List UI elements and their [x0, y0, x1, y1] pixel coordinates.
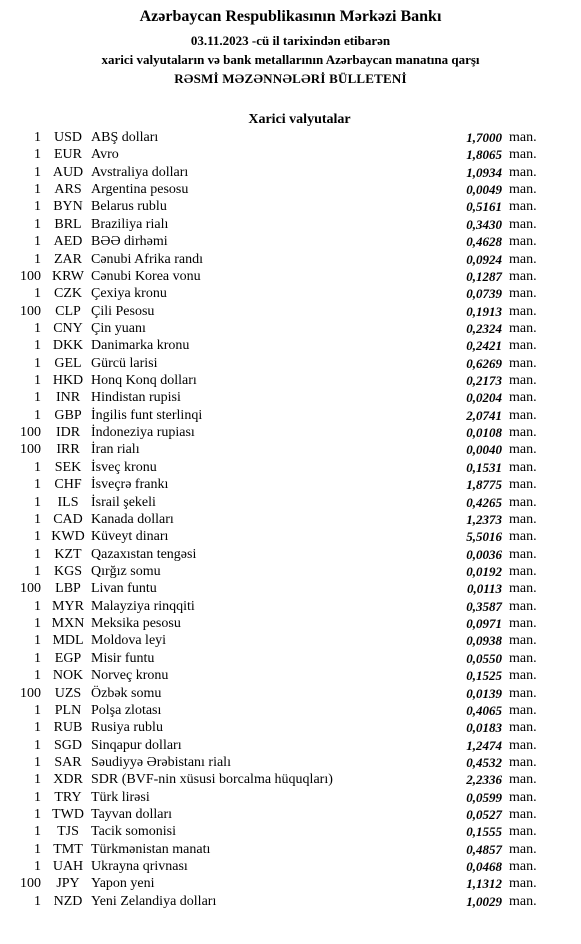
currency-code: GBP: [54, 407, 82, 423]
currency-quantity: 1: [34, 407, 41, 423]
effective-date: 03.11.2023 -cü il tarixindən etibarən: [190, 33, 391, 48]
table-row: [0, 268, 581, 285]
table-row: [0, 667, 581, 684]
table-row: [0, 251, 581, 268]
unit-label: man.: [509, 407, 537, 423]
currency-quantity: 1: [34, 199, 41, 215]
unit-label: man.: [509, 477, 537, 493]
currency-code: IRR: [56, 442, 80, 458]
unit-label: man.: [509, 789, 537, 805]
exchange-rate: 0,4065: [466, 702, 502, 718]
exchange-rate: 0,0139: [466, 685, 502, 701]
unit-label: man.: [509, 685, 537, 701]
currency-name: SDR (BVF-nin xüsusi borcalma hüquqları): [91, 772, 333, 788]
currency-quantity: 1: [34, 737, 41, 753]
currency-code: MYR: [52, 598, 84, 614]
table-row: [0, 476, 581, 493]
currency-quantity: 100: [20, 876, 41, 892]
unit-label: man.: [509, 320, 537, 336]
exchange-rate: 0,0938: [466, 633, 502, 649]
table-row: [0, 737, 581, 754]
currency-quantity: 1: [34, 338, 41, 354]
currency-code: TRY: [54, 789, 82, 805]
currency-code: TMT: [53, 841, 83, 857]
currency-quantity: 1: [34, 529, 41, 545]
exchange-rate: 1,8065: [466, 147, 502, 163]
exchange-rate: 0,4265: [466, 494, 502, 510]
currency-quantity: 100: [20, 442, 41, 458]
exchange-rate: 1,0029: [466, 893, 502, 909]
currency-quantity: 1: [34, 477, 41, 493]
currency-code: SEK: [54, 459, 82, 475]
unit-label: man.: [509, 459, 537, 475]
currency-code: TJS: [57, 824, 79, 840]
currency-code: MXN: [51, 616, 85, 632]
unit-label: man.: [509, 598, 537, 614]
currency-name: Hindistan rupisi: [91, 390, 181, 406]
currency-quantity: 1: [34, 147, 41, 163]
unit-label: man.: [509, 893, 537, 909]
table-row: [0, 424, 581, 441]
currency-name: Norveç kronu: [91, 668, 169, 684]
currency-name: Malayziya rinqqiti: [91, 598, 195, 614]
unit-label: man.: [509, 355, 537, 371]
currency-quantity: 1: [34, 772, 41, 788]
table-row: [0, 615, 581, 632]
unit-label: man.: [509, 390, 537, 406]
exchange-rate: 0,0924: [466, 251, 502, 267]
currency-code: XDR: [53, 772, 83, 788]
currency-code: LBP: [55, 581, 81, 597]
currency-code: KZT: [54, 546, 82, 562]
currency-quantity: 1: [34, 563, 41, 579]
currency-code: CHF: [54, 477, 82, 493]
exchange-rate: 0,0971: [466, 616, 502, 632]
currency-code: CLP: [55, 303, 81, 319]
exchange-rate: 0,1287: [466, 268, 502, 284]
currency-name: Çexiya kronu: [91, 286, 167, 302]
currency-quantity: 1: [34, 390, 41, 406]
exchange-rate: 0,0113: [466, 581, 502, 597]
currency-quantity: 1: [34, 841, 41, 857]
table-row: [0, 893, 581, 910]
exchange-rate: 1,2373: [466, 511, 502, 527]
currency-name: Belarus rublu: [91, 199, 167, 215]
unit-label: man.: [509, 529, 537, 545]
exchange-rate: 0,4532: [466, 754, 502, 770]
table-row: [0, 337, 581, 354]
currency-name: Livan funtu: [91, 581, 157, 597]
table-row: [0, 164, 581, 181]
currency-quantity: 1: [34, 216, 41, 232]
currency-code: KWD: [51, 529, 85, 545]
currency-name: Cənubi Afrika randı: [91, 251, 203, 267]
currency-quantity: 1: [34, 859, 41, 875]
currency-code: KRW: [52, 268, 84, 284]
unit-label: man.: [509, 338, 537, 354]
currency-quantity: 1: [34, 824, 41, 840]
currency-name: Danimarka kronu: [91, 338, 190, 354]
currency-quantity: 1: [34, 286, 41, 302]
exchange-rate: 0,0049: [466, 182, 502, 198]
currency-name: Qazaxıstan tengəsi: [91, 546, 197, 562]
currency-name: Səudiyyə Ərəbistanı rialı: [91, 754, 231, 770]
exchange-rate: 0,0204: [466, 390, 502, 406]
unit-label: man.: [509, 234, 537, 250]
table-row: [0, 285, 581, 302]
currency-quantity: 1: [34, 355, 41, 371]
currency-code: SAR: [54, 754, 82, 770]
currency-quantity: 1: [34, 789, 41, 805]
currency-quantity: 100: [20, 425, 41, 441]
currency-name: Meksika pesosu: [91, 616, 181, 632]
table-row: [0, 823, 581, 840]
currency-name: Yapon yeni: [91, 876, 155, 892]
currency-code: HKD: [52, 373, 84, 389]
unit-label: man.: [509, 494, 537, 510]
currency-code: KGS: [53, 563, 82, 579]
unit-label: man.: [509, 164, 537, 180]
rates-table: [0, 129, 581, 910]
currency-name: İsveçrə frankı: [91, 477, 169, 493]
currency-code: BYN: [53, 199, 83, 215]
currency-quantity: 1: [34, 598, 41, 614]
unit-label: man.: [509, 720, 537, 736]
unit-label: man.: [509, 702, 537, 718]
currency-name: Qırğız somu: [91, 563, 161, 579]
currency-quantity: 100: [20, 685, 41, 701]
table-row: [0, 685, 581, 702]
unit-label: man.: [509, 303, 537, 319]
currency-name: İngilis funt sterlinqi: [91, 407, 203, 423]
unit-label: man.: [509, 511, 537, 527]
exchange-rate: 0,0192: [466, 563, 502, 579]
exchange-rate: 0,4857: [466, 841, 502, 857]
exchange-rate: 0,1531: [466, 459, 502, 475]
exchange-rate: 0,6269: [466, 355, 502, 371]
currency-code: CZK: [54, 286, 82, 302]
currency-quantity: 1: [34, 494, 41, 510]
exchange-rate: 1,0934: [466, 164, 502, 180]
currency-name: Türk lirəsi: [91, 789, 150, 805]
exchange-rate: 0,0108: [466, 425, 502, 441]
exchange-rate: 0,0527: [466, 807, 502, 823]
exchange-rate: 1,8775: [466, 477, 502, 493]
currency-name: Argentina pesosu: [91, 182, 189, 198]
currency-name: Cənubi Korea vonu: [91, 268, 201, 284]
table-row: [0, 129, 581, 146]
currency-quantity: 100: [20, 303, 41, 319]
bulletin-subtitle: xarici valyutaların və bank metallarının Azərbaycan manatına qarşı: [101, 52, 480, 67]
unit-label: man.: [509, 373, 537, 389]
table-row: [0, 146, 581, 163]
exchange-rate: 0,4628: [466, 234, 502, 250]
exchange-rate: 1,1312: [466, 876, 502, 892]
exchange-rate: 0,0599: [466, 789, 502, 805]
currency-name: Küveyt dinarı: [91, 529, 169, 545]
unit-label: man.: [509, 633, 537, 649]
unit-label: man.: [509, 147, 537, 163]
currency-code: TWD: [52, 807, 84, 823]
exchange-rate: 0,2421: [466, 338, 502, 354]
currency-code: CNY: [53, 320, 83, 336]
unit-label: man.: [509, 824, 537, 840]
table-row: [0, 303, 581, 320]
exchange-rate: 0,0739: [466, 286, 502, 302]
unit-label: man.: [509, 754, 537, 770]
currency-code: PLN: [54, 702, 82, 718]
currency-code: AUD: [52, 164, 84, 180]
currency-name: Honq Konq dolları: [91, 373, 197, 389]
table-row: [0, 372, 581, 389]
unit-label: man.: [509, 668, 537, 684]
table-row: [0, 216, 581, 233]
currency-name: İsrail şekeli: [91, 494, 156, 510]
exchange-rate: 0,0183: [466, 720, 502, 736]
table-row: [0, 320, 581, 337]
unit-label: man.: [509, 546, 537, 562]
currency-name: İran rialı: [91, 442, 140, 458]
unit-label: man.: [509, 616, 537, 632]
table-row: [0, 702, 581, 719]
currency-quantity: 1: [34, 373, 41, 389]
unit-label: man.: [509, 772, 537, 788]
currency-quantity: 1: [34, 720, 41, 736]
currency-name: ABŞ dolları: [91, 130, 159, 145]
exchange-rate: 0,0036: [466, 546, 502, 562]
table-row: [0, 528, 581, 545]
table-row: [0, 459, 581, 476]
bank-title: Azərbaycan Respublikasının Mərkəzi Bankı: [139, 8, 442, 25]
currency-name: Tayvan dolları: [91, 807, 173, 823]
currency-code: DKK: [52, 338, 84, 354]
currency-name: Braziliya rialı: [91, 216, 169, 232]
exchange-rate: 5,5016: [466, 529, 502, 545]
currency-code: ZAR: [54, 251, 82, 267]
exchange-rate: 0,3587: [466, 598, 502, 614]
currency-name: Tacik somonisi: [91, 824, 176, 840]
table-row: [0, 598, 581, 615]
currency-code: UZS: [54, 685, 82, 701]
table-row: [0, 858, 581, 875]
exchange-rate: 2,2336: [466, 772, 502, 788]
currency-quantity: 1: [34, 702, 41, 718]
currency-code: ILS: [57, 494, 79, 510]
table-row: [0, 389, 581, 406]
unit-label: man.: [509, 442, 537, 458]
currency-name: Kanada dolları: [91, 511, 174, 527]
unit-label: man.: [509, 251, 537, 267]
table-row: [0, 563, 581, 580]
currency-name: İsveç kronu: [91, 459, 157, 475]
exchange-rate: 0,0550: [466, 650, 502, 666]
currency-code: UAH: [52, 859, 84, 875]
currency-name: Sinqapur dolları: [91, 737, 182, 753]
unit-label: man.: [509, 650, 537, 666]
currency-name: Avstraliya dolları: [91, 164, 189, 180]
unit-label: man.: [509, 581, 537, 597]
unit-label: man.: [509, 130, 537, 145]
table-row: [0, 355, 581, 372]
currency-quantity: 1: [34, 182, 41, 198]
currency-quantity: 1: [34, 251, 41, 267]
currency-code: SGD: [53, 737, 82, 753]
currency-code: ARS: [54, 182, 82, 198]
currency-quantity: 1: [34, 164, 41, 180]
table-row: [0, 650, 581, 667]
exchange-rate: 0,1555: [466, 824, 502, 840]
table-row: [0, 546, 581, 563]
currency-code: USD: [53, 130, 82, 145]
exchange-rate: 1,2474: [466, 737, 502, 753]
unit-label: man.: [509, 841, 537, 857]
unit-label: man.: [509, 216, 537, 232]
unit-label: man.: [509, 182, 537, 198]
table-row: [0, 754, 581, 771]
unit-label: man.: [509, 268, 537, 284]
currency-code: MDL: [52, 633, 84, 649]
table-row: [0, 771, 581, 788]
currency-quantity: 1: [34, 130, 41, 145]
unit-label: man.: [509, 563, 537, 579]
currency-name: BƏƏ dirhəmi: [91, 234, 168, 250]
currency-quantity: 1: [34, 807, 41, 823]
section-title: Xarici valyutalar: [248, 112, 351, 127]
exchange-rate: 0,3430: [466, 216, 502, 232]
unit-label: man.: [509, 199, 537, 215]
currency-name: Yeni Zelandiya dolları: [91, 893, 217, 909]
table-row: [0, 511, 581, 528]
currency-name: Türkmənistan manatı: [91, 841, 211, 857]
exchange-rate: 0,1525: [466, 668, 502, 684]
currency-quantity: 1: [34, 616, 41, 632]
unit-label: man.: [509, 425, 537, 441]
currency-quantity: 1: [34, 234, 41, 250]
currency-code: JPY: [56, 876, 80, 892]
table-row: [0, 233, 581, 250]
currency-quantity: 1: [34, 546, 41, 562]
currency-code: EGP: [54, 650, 82, 666]
currency-quantity: 1: [34, 893, 41, 909]
bulletin-title: RƏSMİ MƏZƏNNƏLƏRİ BÜLLETENİ: [174, 71, 407, 86]
table-row: [0, 719, 581, 736]
table-row: [0, 441, 581, 458]
currency-quantity: 1: [34, 511, 41, 527]
table-row: [0, 806, 581, 823]
exchange-rate: 0,5161: [466, 199, 502, 215]
table-row: [0, 198, 581, 215]
currency-quantity: 100: [20, 268, 41, 284]
currency-name: Çili Pesosu: [91, 303, 155, 319]
table-row: [0, 789, 581, 806]
currency-code: CAD: [53, 511, 83, 527]
currency-name: Polşa zlotası: [91, 702, 162, 718]
table-row: [0, 494, 581, 511]
currency-name: Moldova leyi: [91, 633, 167, 649]
exchange-rate: 0,0040: [466, 442, 502, 458]
exchange-rate: 0,2324: [466, 320, 502, 336]
currency-quantity: 1: [34, 633, 41, 649]
unit-label: man.: [509, 859, 537, 875]
table-row: [0, 841, 581, 858]
currency-code: INR: [55, 390, 81, 406]
table-row: [0, 181, 581, 198]
currency-name: İndoneziya rupiası: [91, 425, 195, 441]
unit-label: man.: [509, 876, 537, 892]
currency-name: Rusiya rublu: [91, 720, 163, 736]
currency-quantity: 1: [34, 650, 41, 666]
currency-name: Çin yuanı: [91, 320, 146, 336]
currency-quantity: 1: [34, 320, 41, 336]
exchange-rate: 0,1913: [466, 303, 502, 319]
currency-name: Misir funtu: [91, 650, 155, 666]
currency-quantity: 1: [34, 754, 41, 770]
currency-quantity: 1: [34, 668, 41, 684]
currency-name: Gürcü larisi: [91, 355, 158, 371]
exchange-rate: 0,2173: [466, 373, 502, 389]
currency-quantity: 100: [20, 581, 41, 597]
currency-code: BRL: [54, 216, 82, 232]
table-row: [0, 580, 581, 597]
table-row: [0, 632, 581, 649]
currency-name: Özbək somu: [91, 685, 162, 701]
currency-name: Ukrayna qrivnası: [91, 859, 188, 875]
exchange-rate: 1,7000: [466, 130, 502, 145]
exchange-rate: 0,0468: [466, 859, 502, 875]
exchange-rate: 2,0741: [466, 407, 502, 423]
currency-quantity: 1: [34, 459, 41, 475]
currency-code: NOK: [52, 668, 84, 684]
unit-label: man.: [509, 737, 537, 753]
currency-code: GEL: [54, 355, 82, 371]
table-row: [0, 407, 581, 424]
unit-label: man.: [509, 286, 537, 302]
currency-code: IDR: [55, 425, 81, 441]
currency-code: EUR: [54, 147, 82, 163]
currency-code: AED: [53, 234, 83, 250]
currency-name: Avro: [91, 147, 119, 163]
currency-code: RUB: [53, 720, 83, 736]
currency-code: NZD: [53, 893, 83, 909]
table-row: [0, 875, 581, 892]
unit-label: man.: [509, 807, 537, 823]
